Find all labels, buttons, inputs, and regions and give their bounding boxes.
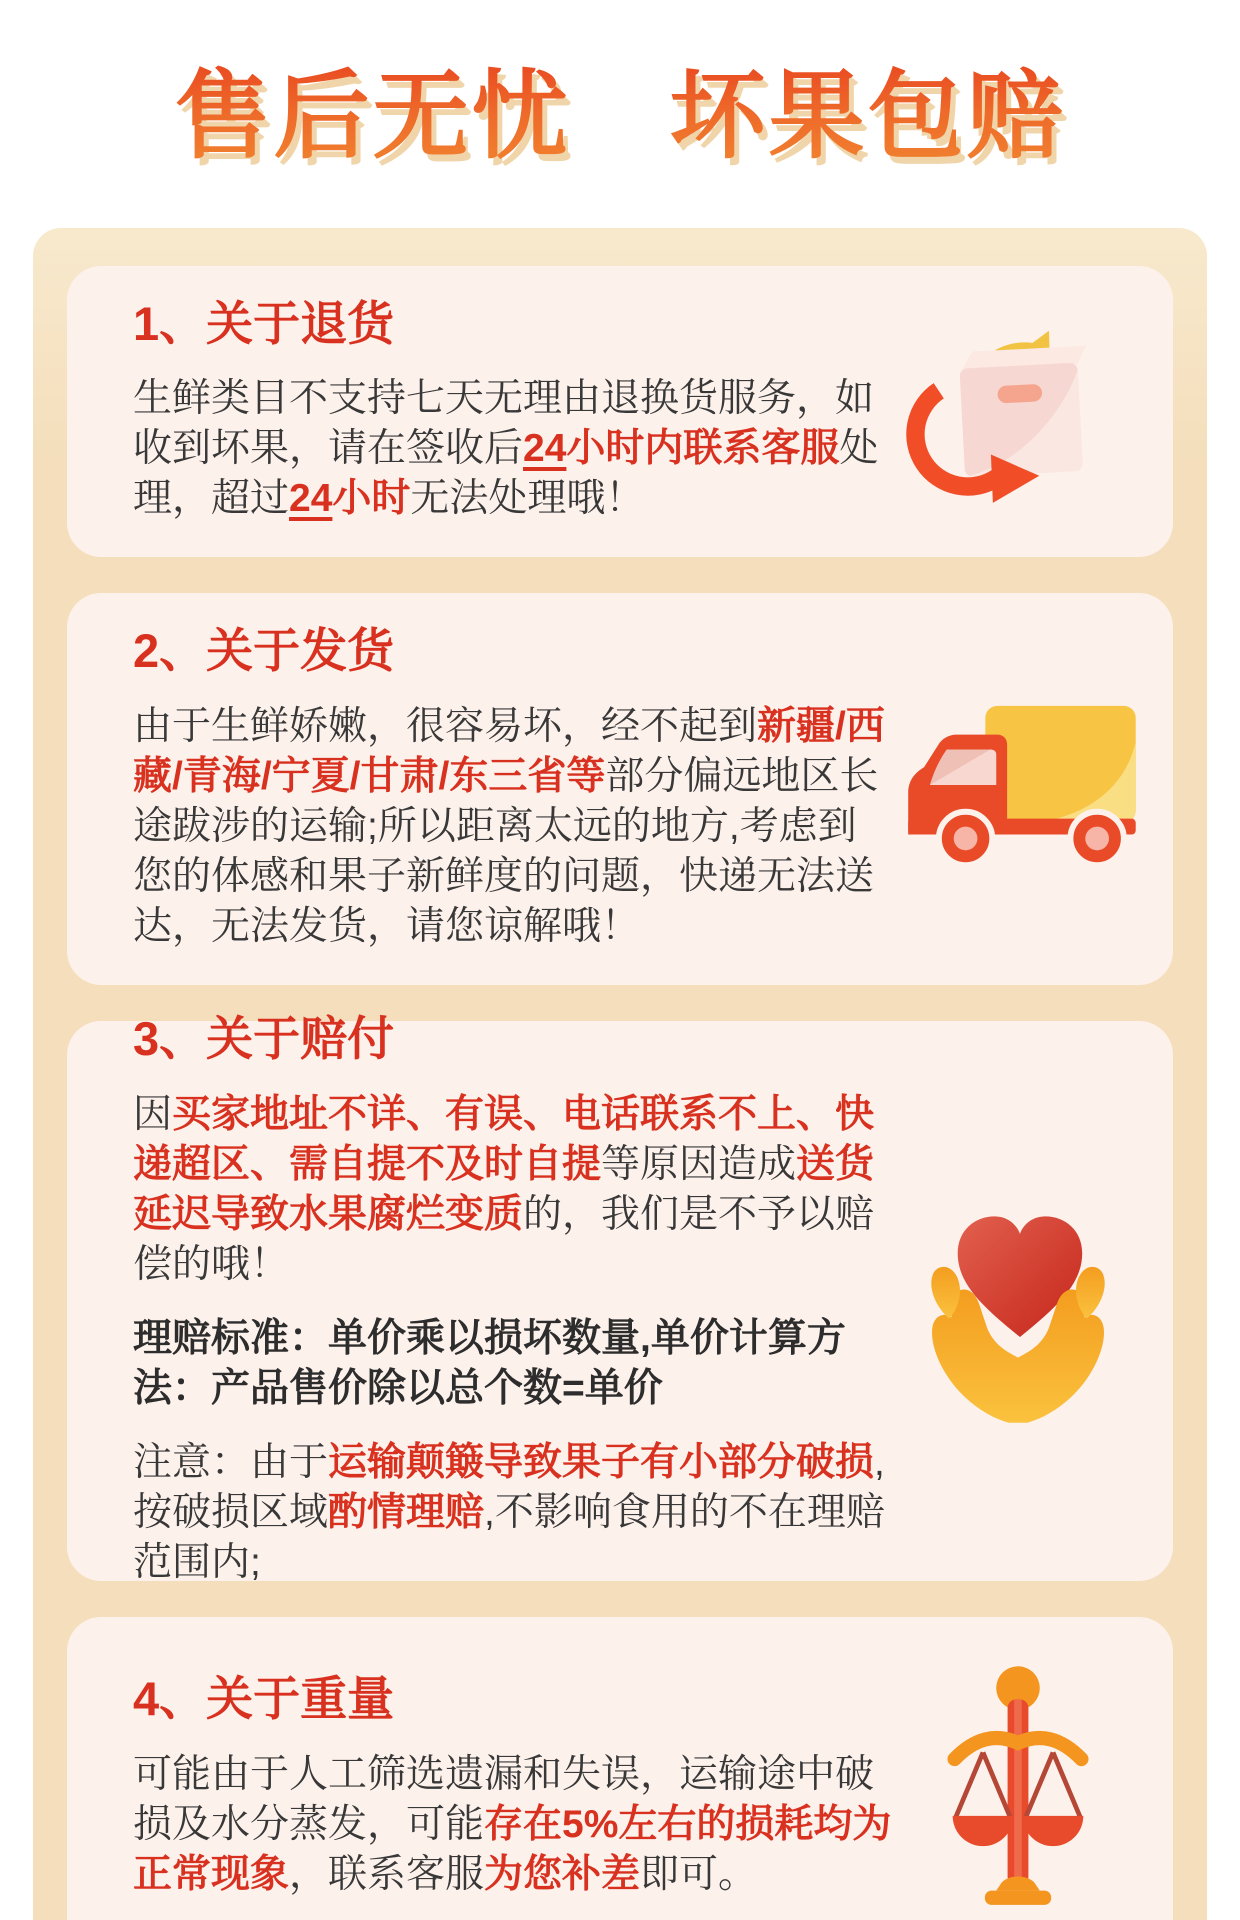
hands-holding-heart-icon (893, 1179, 1143, 1423)
card-weight-title: 4、关于重量 (133, 1672, 395, 1726)
card-returns (67, 266, 1173, 557)
card-shipping-title: 2、关于发货 (133, 624, 395, 678)
card-weight-text (133, 1674, 893, 1899)
card-shipping-body: 由于生鲜娇嫩，很容易坏，经不起到新疆/西藏/青海/宁夏/甘肃/东三省等部分偏远地区长途跋涉的运输;所以距离太远的地方,考虑到您的体感和果子新鲜度的问题，快递无法送达，无法发货，请您谅解哦！ (133, 704, 885, 948)
policy-container (33, 228, 1207, 1920)
card-returns-body: 生鲜类目不支持七天无理由退换货服务，如收到坏果，请在签收后24小时内联系客服处理，超过24小时无法处理哦！ (133, 377, 879, 521)
card-compensation (67, 1012, 1173, 1584)
card-compensation-text (133, 1014, 893, 1587)
card-weight-body: 可能由于人工筛选遗漏和失误，运输途中破损及水分蒸发，可能存在5%左右的损耗均为正常现象，联系客服为您补差即可。 (133, 1752, 892, 1896)
card-shipping-text (133, 626, 893, 951)
card-weight (67, 1617, 1173, 1920)
card-compensation-note: 注意：由于运输颠簸导致果子有小部分破损,按破损区域酌情理赔,不影响食用的不在理赔范围内; (133, 1440, 885, 1584)
page-title: 售后无忧 坏果包赔 (0, 40, 1240, 177)
card-compensation-body-1: 因买家地址不详、有误、电话联系不上、快递超区、需自提不及时自提等原因造成送货延迟导致水果腐烂变质的，我们是不予以赔偿的哦！ (133, 1092, 875, 1286)
card-returns-text (133, 296, 893, 524)
card-compensation-standard: 理赔标准：单价乘以损坏数量,单价计算方法：产品售价除以总个数=单价 (133, 1316, 846, 1410)
card-returns-title: 1、关于退货 (133, 296, 395, 350)
card-compensation-title: 3、关于赔付 (133, 1012, 395, 1066)
balance-scale-icon (893, 1661, 1143, 1913)
return-exchange-box-icon (893, 305, 1143, 519)
card-shipping (67, 593, 1173, 985)
delivery-truck-icon (893, 698, 1143, 881)
